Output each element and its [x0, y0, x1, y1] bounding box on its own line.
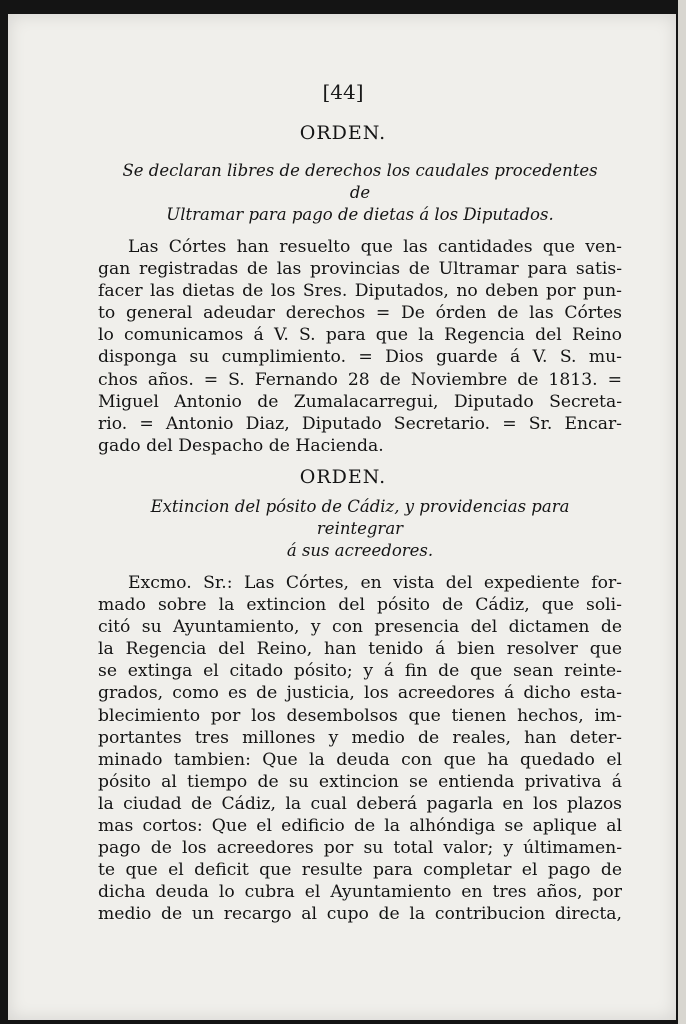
section2-line: se extinga el citado pósito; y á fin de que sean reinte-: [98, 661, 622, 682]
section1-body: [98, 236, 622, 457]
section1-subtitle: [110, 160, 610, 226]
section1-line: facer las dietas de los Sres. Diputados, no deben por pun-: [98, 281, 622, 302]
section1-line: gado del Despacho de Hacienda.: [98, 435, 384, 456]
section2-line: citó su Ayuntamiento, y con presencia del dictamen de: [98, 617, 622, 638]
section1-line: rio. = Antonio Diaz, Diputado Secretario. = Sr. Encar-: [98, 413, 622, 434]
section2-line: la ciudad de Cádiz, la cual deberá pagarla en los plazos: [98, 793, 622, 814]
section2-line: pósito al tiempo de su extincion se entienda privativa á: [98, 771, 622, 792]
section1-line: Miguel Antonio de Zumalacarregui, Diputado Secreta-: [98, 391, 622, 412]
section1-line: lo comunicamos á V. S. para que la Regencia del Reino: [98, 325, 622, 346]
section1-line: chos años. = S. Fernando 28 de Noviembre de 1813. =: [98, 369, 622, 390]
section2-line: grados, como es de justicia, los acreedores á dicho esta-: [98, 683, 622, 704]
page-number: [44]: [322, 80, 364, 104]
section2-line: portantes tres millones y medio de reales, han deter-: [98, 727, 622, 748]
section2-line: dicha deuda lo cubra el Ayuntamiento en tres años, por: [98, 882, 622, 903]
section1-heading: ORDEN.: [299, 122, 387, 144]
section2-line: mado sobre la extincion del pósito de Cádiz, que soli-: [98, 595, 622, 616]
section2-line: medio de un recargo al cupo de la contribucion directa,: [98, 904, 622, 925]
section2-line: minado tambien: Que la deuda con que ha quedado el: [98, 749, 622, 770]
section2-body: [98, 572, 622, 926]
section1-line: Las Córtes han resuelto que las cantidades que ven-: [128, 237, 622, 257]
section2-line: te que el deficit que resulte para completar el pago de: [98, 860, 622, 881]
section2-subtitle-line: Extincion del pósito de Cádiz, y providencias para reintegrar: [150, 497, 570, 538]
section1-line: to general adeudar derechos = De órden de las Córtes: [98, 303, 622, 324]
section2-line: blecimiento por los desembolsos que tienen hechos, im-: [98, 705, 622, 726]
section2-line: pago de los acreedores por su total valor; y últimamen-: [98, 838, 622, 859]
section1-subtitle-line: Ultramar para pago de dietas á los Diputados.: [166, 205, 554, 224]
section2-subtitle-line: á sus acreedores.: [286, 541, 434, 560]
section2-line: la Regencia del Reino, han tenido á bien resolver que: [98, 639, 622, 660]
section2-line: Excmo. Sr.: Las Córtes, en vista del expediente for-: [128, 573, 622, 593]
page-edge: [678, 0, 686, 1024]
section1-line: gan registradas de las provincias de Ultramar para satis-: [98, 259, 622, 280]
section1-line: disponga su cumplimiento. = Dios guarde á V. S. mu-: [98, 347, 622, 368]
section1-subtitle-line: Se declaran libres de derechos los caudales procedentes de: [122, 161, 598, 202]
section2-heading: ORDEN.: [299, 466, 387, 488]
section2-line: mas cortos: Que el edificio de la alhóndiga se aplique al: [98, 816, 622, 837]
section2-subtitle: [110, 496, 610, 562]
